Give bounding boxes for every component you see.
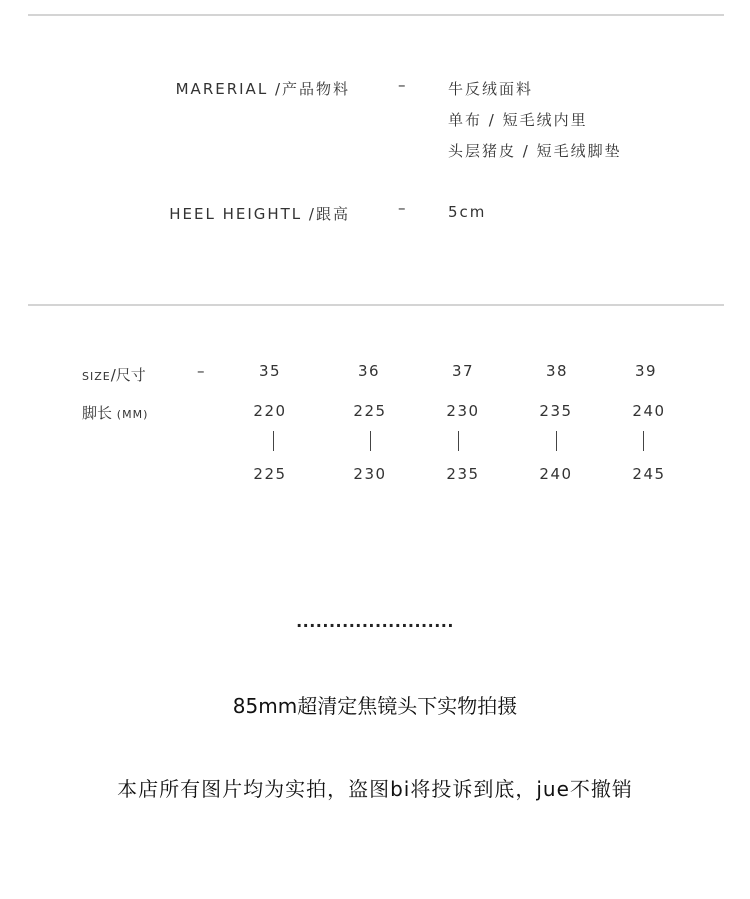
material-value-2: 单布 / 短毛绒内里 — [448, 111, 588, 129]
range-separator — [643, 431, 644, 451]
size-cell: 35 — [258, 362, 282, 380]
material-value-1: 牛反绒面料 — [448, 80, 534, 98]
middle-divider — [28, 304, 724, 306]
range-to-cell: 225 — [253, 465, 287, 483]
foot-length-unit: (MM) — [116, 408, 149, 421]
foot-length-label — [82, 402, 148, 423]
material-label: MARERIAL /产品物料 — [175, 80, 350, 98]
size-label-prefix: SIZE — [82, 370, 111, 383]
photo-caption: 85mm超清定焦镜头下实物拍摄 — [232, 694, 518, 718]
range-from-cell: 235 — [539, 402, 573, 420]
material-dash: – — [398, 76, 406, 94]
size-cell: 37 — [451, 362, 475, 380]
range-separator — [556, 431, 557, 451]
dotted-divider: ........................ — [296, 612, 454, 631]
range-from-cell: 230 — [446, 402, 480, 420]
range-to-cell: 235 — [446, 465, 480, 483]
top-divider — [28, 14, 724, 16]
range-to-cell: 245 — [632, 465, 666, 483]
heel-height-dash: – — [398, 199, 406, 217]
material-value-3: 头层猪皮 / 短毛绒脚垫 — [448, 142, 622, 160]
range-separator — [370, 431, 371, 451]
copyright-notice: 本店所有图片均为实拍，盗图bi将投诉到底，jue不撤销 — [117, 777, 633, 801]
range-separator — [458, 431, 459, 451]
heel-height-label: HEEL HEIGHTL /跟高 — [169, 205, 350, 223]
size-label-suffix: /尺寸 — [110, 366, 146, 384]
range-from-cell: 225 — [353, 402, 387, 420]
heel-height-value: 5cm — [448, 203, 487, 221]
range-to-cell: 230 — [353, 465, 387, 483]
size-cell: 36 — [357, 362, 381, 380]
range-from-cell: 240 — [632, 402, 666, 420]
size-cell: 38 — [545, 362, 569, 380]
range-to-cell: 240 — [539, 465, 573, 483]
size-dash: – — [197, 362, 205, 380]
size-cell: 39 — [634, 362, 658, 380]
size-label — [82, 364, 146, 385]
foot-length-text: 脚长 — [82, 404, 113, 422]
range-from-cell: 220 — [253, 402, 287, 420]
range-separator — [273, 431, 274, 451]
